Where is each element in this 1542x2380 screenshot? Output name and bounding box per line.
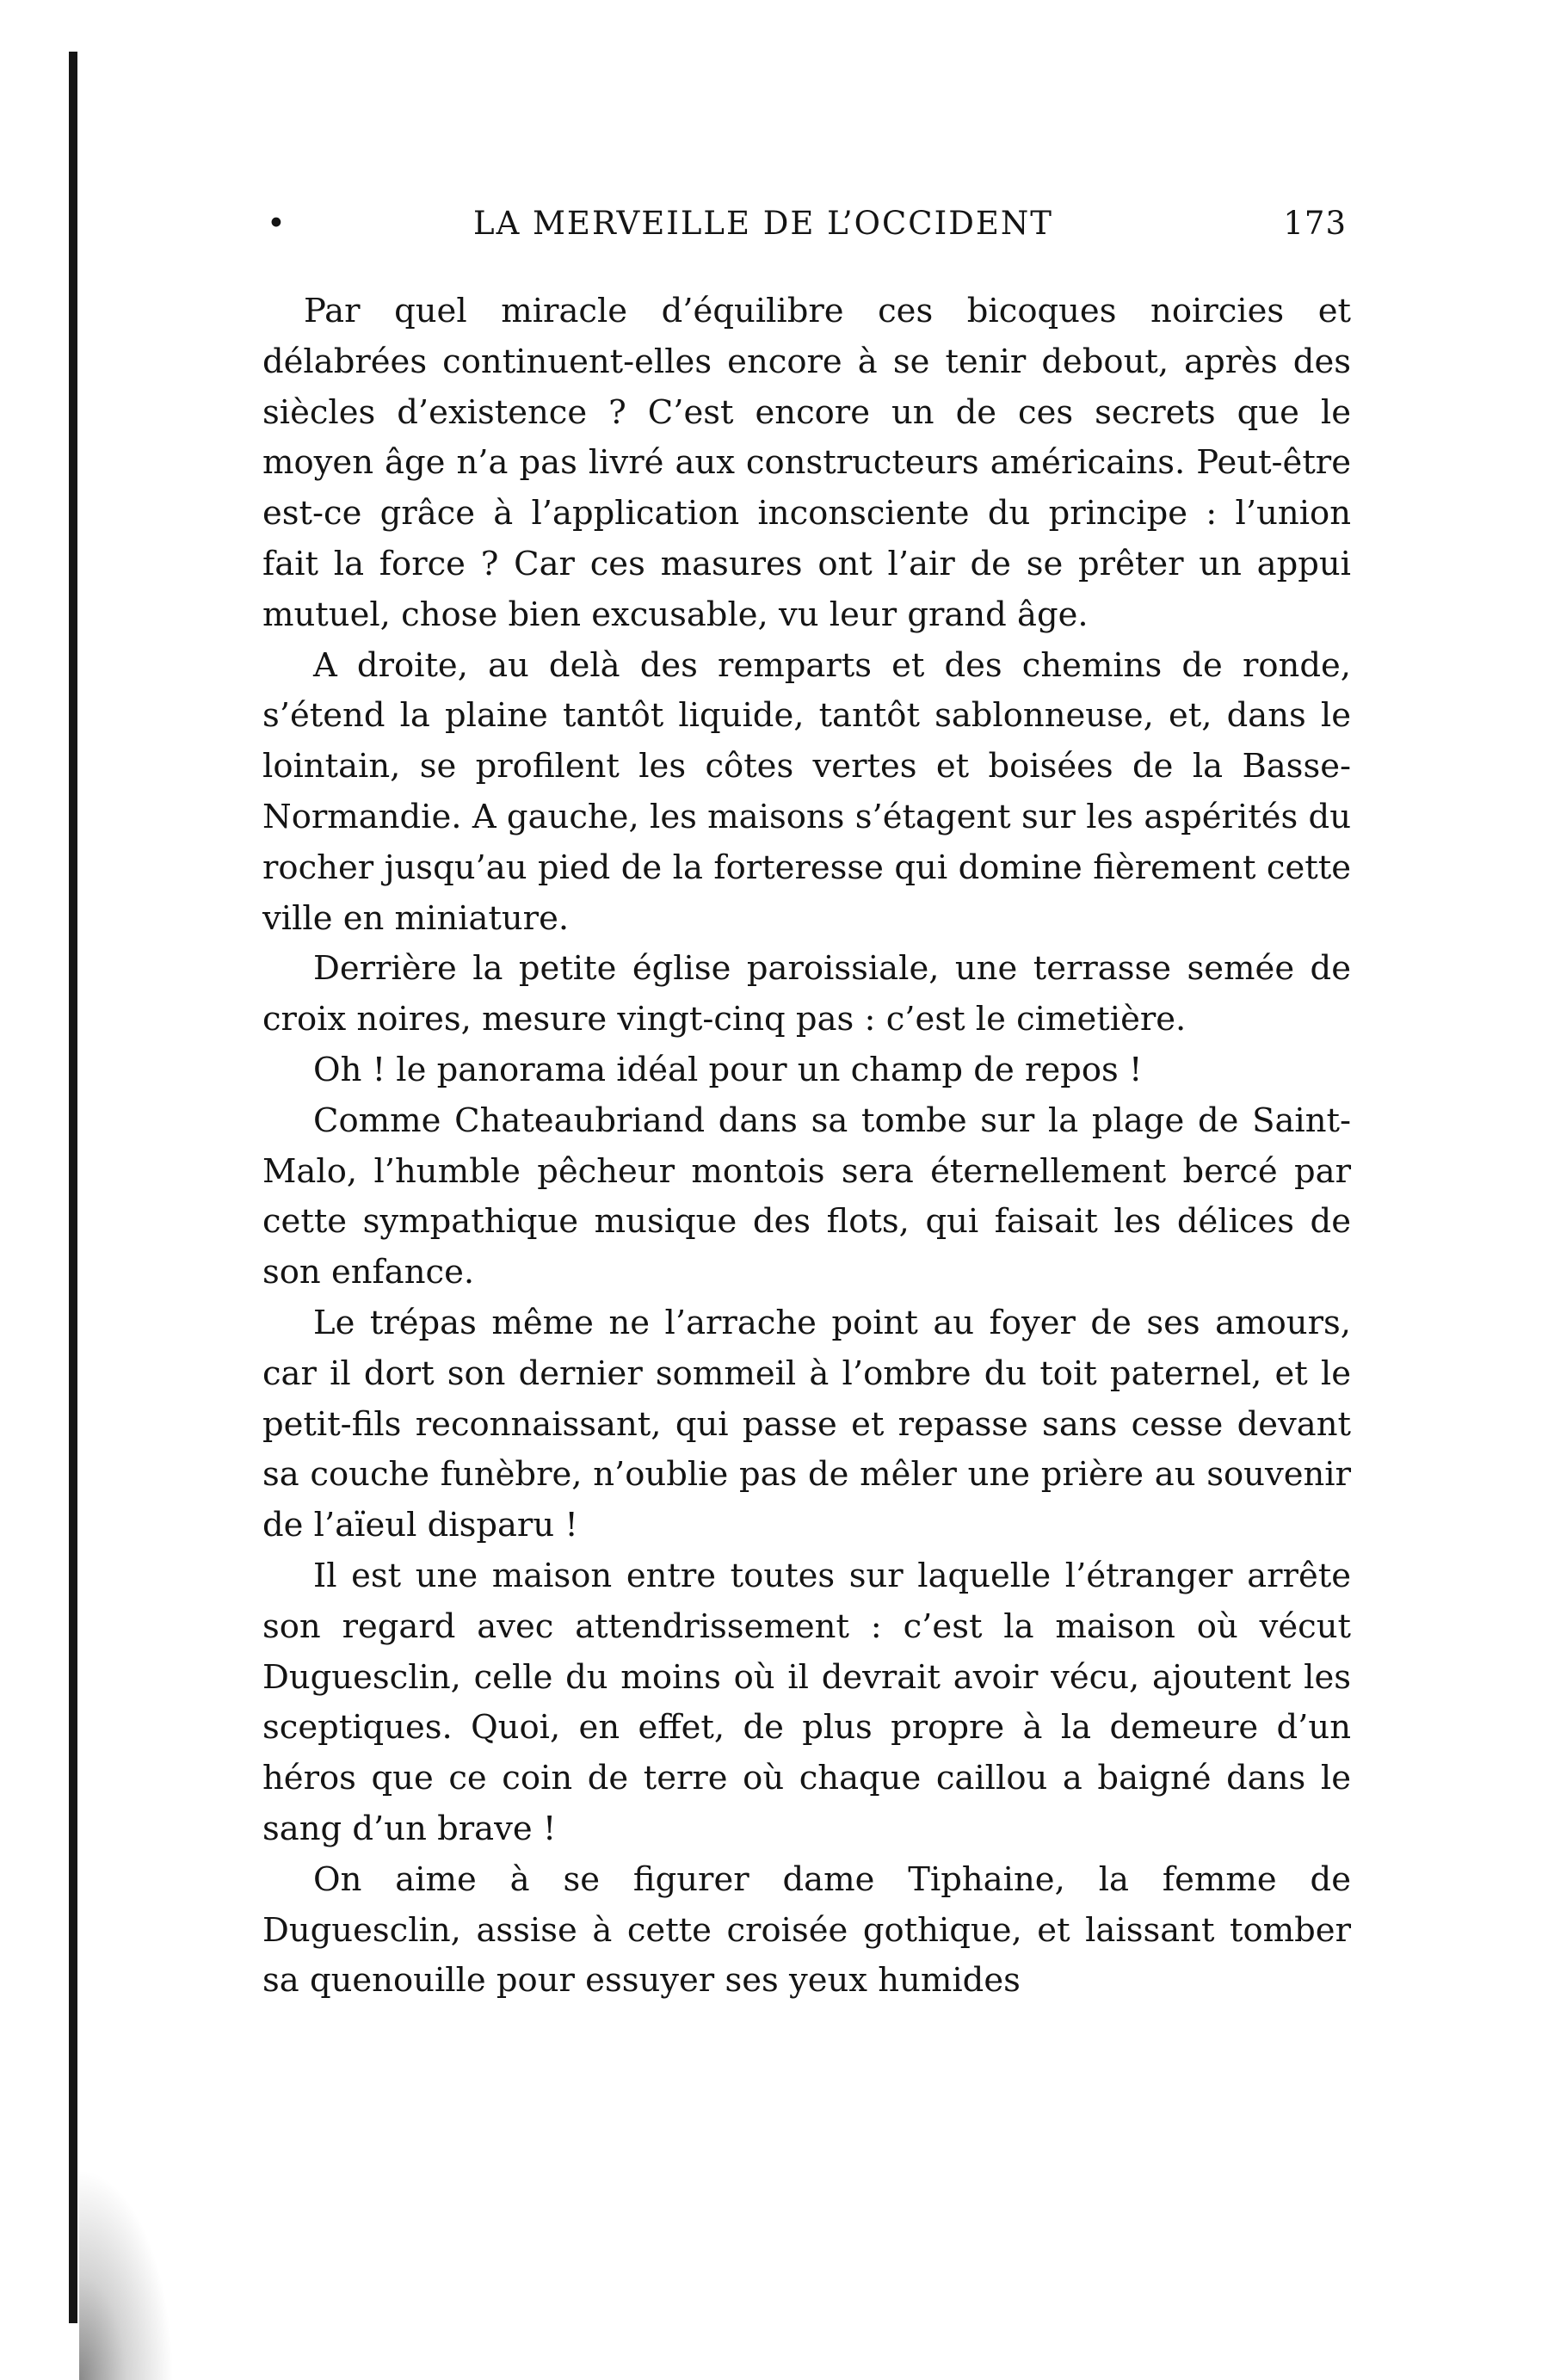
page-corner-shadow <box>79 2168 174 2380</box>
body-text <box>262 287 1351 2007</box>
header-dot: • <box>267 205 287 242</box>
paragraph: Le trépas même ne l’arrache point au foyer de ses amours, car il dort son dernier sommeil à l’ombre du toit paternel, et le petit-fils reconnaissant, qui passe et repasse sans cesse devant sa couche funèbre, n’oublie pas de mêler une prière au souvenir de l’aïeul disparu ! <box>262 1303 1351 1545</box>
running-title: LA MERVEILLE DE L’OCCIDENT <box>473 205 1053 242</box>
paragraph: Par quel miracle d’équilibre ces bicoques noircies et délabrées continuent-elles encore à se tenir debout, après des siècles d’existence ? C’est encore un de ces secrets que le moyen âge n’a pas livré aux constructeurs américains. Peut-être est-ce grâce à l’application inconsciente du principe : l’union fait la force ? Car ces masures ont l’air de se prêter un appui mutuel, chose bien excusable, vu leur grand âge. <box>262 292 1351 634</box>
book-spine-shadow <box>69 52 77 2323</box>
paragraph: On aime à se figurer dame Tiphaine, la femme de Duguesclin, assise à cette croisée gothique, et laissant tomber sa quenouille pour essuyer ses yeux humides <box>262 1859 1351 2001</box>
paragraph: Oh ! le panorama idéal pour un champ de repos ! <box>313 1050 1143 1089</box>
paragraph: Comme Chateaubriand dans sa tombe sur la plage de Saint-Malo, l’humble pêcheur montois sera éternellement bercé par cette sympathique musique des flots, qui faisait les délices de son enfance. <box>262 1101 1351 1292</box>
paragraph: A droite, au delà des remparts et des chemins de ronde, s’étend la plaine tantôt liquide, tantôt sablonneuse, et, dans le lointain, se profilent les côtes vertes et boisées de la Basse-Normandie. A gauche, les maisons s’étagent sur les aspérités du rocher jusqu’au pied de la forteresse qui domine fièrement cette ville en miniature. <box>262 645 1351 938</box>
paragraph: Derrière la petite église paroissiale, une terrasse semée de croix noires, mesure vingt-cinq pas : c’est le cimetière. <box>262 949 1351 1039</box>
running-header <box>267 205 1347 256</box>
paragraph: Il est une maison entre toutes sur laquelle l’étranger arrête son regard avec attendrissement : c’est la maison où vécut Duguesclin, celle du moins où il devrait avoir vécu, ajoutent les sceptiques. Quoi, en effet, de plus propre à la demeure d’un héros que ce coin de terre où chaque caillou a baigné dans le sang d’un brave ! <box>262 1556 1351 1848</box>
page-number: 173 <box>1283 205 1347 242</box>
